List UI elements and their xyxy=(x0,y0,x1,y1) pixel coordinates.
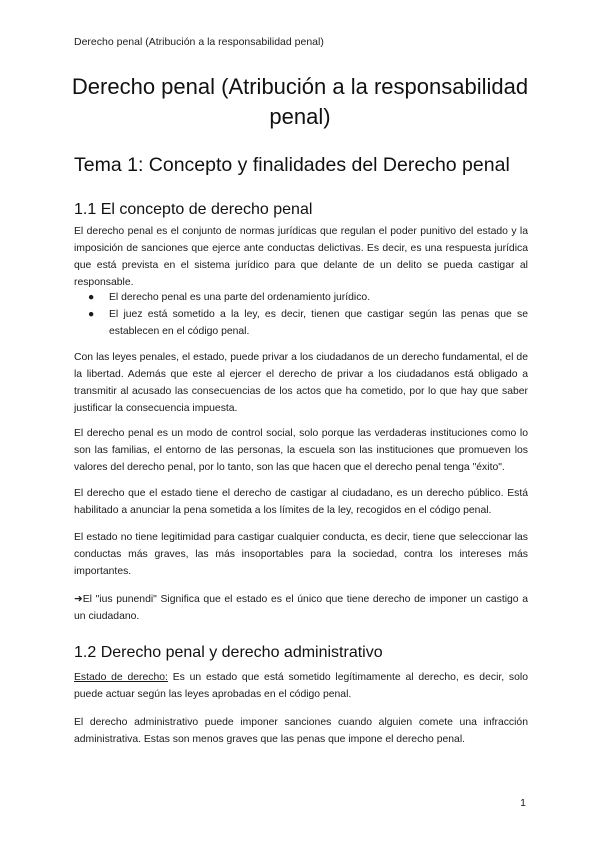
list-item xyxy=(74,290,528,307)
paragraph-derecho-administrativo: El derecho administrativo puede imponer sanciones cuando alguien comete una infracción administrativa. Estas son menos graves que las penas que impone el derecho penal. xyxy=(74,717,528,745)
list-item xyxy=(74,307,528,341)
running-header: Derecho penal (Atribución a la responsabilidad penal) xyxy=(74,36,324,48)
paragraph-estado-de-derecho xyxy=(74,670,528,704)
paragraph-definition: El derecho penal es el conjunto de normas jurídicas que regulan el poder punitivo del estado y la imposición de sanciones que ejerce ante conductas delictivas. Es decir, es una respuesta jurídica que está prevista en el sistema jurídico para que delante de un delito se pueda castigar al responsable. xyxy=(74,226,528,288)
paragraph-ius-punendi: ➜El "ius punendi" Significa que el estado es el único que tiene derecho de imponer un castigo a un ciudadano. xyxy=(74,594,528,622)
section-heading-1-2: 1.2 Derecho penal y derecho administrativo xyxy=(74,644,383,661)
document-title: Derecho penal (Atribución a la responsabilidad penal) xyxy=(71,74,529,129)
list-item-text: El juez está sometido a la ley, es decir, tienen que castigar según las penas que se establecen en el código penal. xyxy=(109,308,528,337)
paragraph-derecho-publico: El derecho que el estado tiene el derecho de castigar al ciudadano, es un derecho público. Está habilitado a anunciar la pena sometida a los límites de la ley, recogidos en el código penal. xyxy=(74,488,528,516)
paragraph-legitimidad: El estado no tiene legitimidad para castigar cualquier conducta, es decir, tiene que seleccionar las conductas más graves, las más insoportables para la sociedad, contra los intereses más importantes. xyxy=(74,532,528,577)
term-estado-de-derecho: Estado de derecho: xyxy=(74,672,168,683)
paragraph-control-social: El derecho penal es un modo de control social, solo porque las verdaderas instituciones como lo son las familias, el entorno de las personas, la escuela son las instituciones que promueven los valores del derecho penal, por lo tanto, son las que hacen que el derecho penal tenga "éxito". xyxy=(74,428,528,473)
bullet-dot-icon: ● xyxy=(88,308,95,320)
bullet-dot-icon: ● xyxy=(88,292,95,303)
page-number: 1 xyxy=(520,797,526,809)
section-heading-1-1: 1.1 El concepto de derecho penal xyxy=(74,201,313,218)
paragraph-leyes-penales: Con las leyes penales, el estado, puede privar a los ciudadanos de un derecho fundamental, el de la libertad. Además que este al ejercer el derecho de privar a los ciudadanos está obligado a transmitir al acusado las consecuencias de los actos que ha cometido, por lo que hay que saber justificar la consecuencia impuesta. xyxy=(74,352,528,414)
bullet-list xyxy=(74,290,528,341)
chapter-heading: Tema 1: Concepto y finalidades del Derecho penal xyxy=(74,154,510,176)
list-item-text: El derecho penal es una parte del ordenamiento jurídico. xyxy=(109,292,371,303)
term-definition: Es un estado que está sometido legítimamente al derecho, es decir, solo puede actuar según las leyes aprobadas en el código penal. xyxy=(74,672,528,700)
